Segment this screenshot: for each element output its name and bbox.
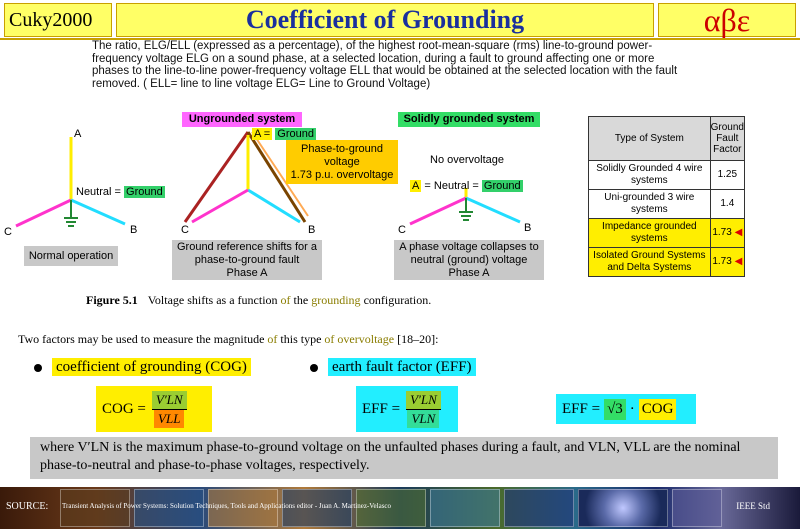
cd-disc-icon (578, 489, 668, 527)
formula-eff-fraction (406, 391, 441, 428)
factors-text-b: this type (277, 332, 325, 346)
d3-label-c: C (398, 224, 406, 236)
d3-no-overvoltage: No overvoltage (430, 154, 504, 166)
bullet-dot-icon (34, 364, 42, 372)
footer-banner (0, 487, 800, 529)
d1-caption: Normal operation (24, 246, 118, 266)
figure-text-of: of (280, 293, 291, 307)
d3-caption (394, 240, 544, 280)
d2-callout-line1: Phase-to-ground (301, 143, 383, 155)
figure-text-a: Voltage shifts as a function (147, 293, 281, 307)
formula-eff (356, 386, 458, 432)
figure-caption (86, 293, 431, 308)
figure-text-grounding: grounding (311, 293, 361, 307)
d3-caption-line2: neutral (ground) voltage (410, 254, 528, 266)
formula-eff2-lhs: EFF = (562, 400, 601, 417)
formula-eff-denominator: VLN (407, 410, 439, 428)
formula-eff-numerator: V′LN (406, 391, 441, 410)
ground-fault-factor-table (588, 116, 745, 277)
d1-neutral-label (76, 186, 165, 198)
footer-publisher: IEEE Std (736, 501, 770, 511)
table-header-row (589, 117, 745, 161)
footer-citation: Transient Analysis of Power Systems: Solution Techniques, Tools and Applications editor - Juan A. Martinez-Velasco (62, 502, 392, 510)
d2-label-c: C (181, 224, 189, 236)
bullet-cog (34, 359, 251, 376)
formula-eff2-cog: COG (639, 399, 677, 420)
d3-caption-line1: A phase voltage collapses to (399, 241, 539, 253)
d3-title: Solidly grounded system (398, 112, 540, 127)
page-title: Coefficient of Grounding (116, 3, 654, 37)
d3-label-a: A (412, 180, 420, 192)
d3-neutral-mid: = Neutral = (424, 180, 479, 192)
factors-text-overvoltage: overvoltage (337, 332, 395, 346)
d1-label-b: B (130, 224, 138, 236)
table-cell-factor: 1.73 (712, 227, 732, 238)
footer-image-panel (672, 489, 722, 527)
table-cell-factor: 1.25 (710, 161, 744, 190)
table-cell-type: Uni-grounded 3 wire systems (589, 190, 711, 219)
factors-text-d: [18–20]: (394, 332, 439, 346)
factors-text-a: Two factors may be used to measure the magnitude (18, 332, 268, 346)
voltage-diagrams (0, 110, 580, 290)
bullet-dot-icon (310, 364, 318, 372)
table-row (589, 190, 745, 219)
footer-image-panel (504, 489, 574, 527)
d1-neutral-prefix: Neutral = (76, 186, 121, 198)
formula-cog-numerator: V′LN (152, 391, 187, 410)
red-arrow-icon: ◀ (734, 227, 743, 238)
brand-label: Cuky2000 (4, 3, 112, 37)
where-definition: where V′LN is the maximum phase-to-ground voltage on the unfaulted phases during a fault, and VLN, VLL are the nominal phase-to-neutral and phase-to-phase voltages, respectively. (30, 437, 778, 479)
diagram-solid-phasors (410, 188, 520, 224)
table-row (589, 248, 745, 277)
factors-text-of: of (267, 332, 278, 346)
bullet-eff (310, 359, 476, 376)
table-cell-type: Isolated Ground Systems and Delta Systems (589, 248, 711, 277)
d2-caption-line2: phase-to-ground fault (194, 254, 300, 266)
table-cell-type: Impedance grounded systems (589, 219, 711, 248)
formula-cog-lhs: COG = (102, 400, 146, 417)
factors-text-of2: of (324, 332, 335, 346)
formula-eff2-dot: · (629, 400, 635, 417)
formula-cog-denominator: VLL (154, 410, 184, 428)
table-cell-type: Solidly Grounded 4 wire systems (589, 161, 711, 190)
d3-caption-line3: Phase A (448, 267, 490, 279)
table-row (589, 161, 745, 190)
greek-logo: αβε (658, 3, 796, 37)
d3-neutral-label (410, 180, 523, 192)
formula-eff2-sqrt: √3 (604, 399, 626, 420)
diagram-normal-phasors (16, 137, 125, 226)
d1-label-a: A (74, 128, 82, 140)
formula-eff-cog (556, 394, 696, 424)
d2-label-b: B (308, 224, 316, 236)
bullet-cog-text: coefficient of grounding (COG) (52, 358, 251, 376)
d2-callout-line2: voltage (324, 156, 360, 168)
formula-cog-fraction (152, 391, 187, 428)
table-header-type: Type of System (589, 117, 711, 161)
d2-caption-line3: Phase A (226, 267, 268, 279)
intro-paragraph: The ratio, ELG/ELL (expressed as a percentage), of the highest root-mean-square (rms) line-to-ground power-frequency voltage ELG on a sound phase, at a selected location, during a fault to ground affecting one or more phases to the line-to-line power-frequency voltage ELL that would be obtained at the selected location with the fault removed. ( ELL= line to line voltage ELG= Line to Ground Voltage) (92, 40, 678, 90)
d3-label-b: B (524, 222, 532, 234)
table-cell-factor-cell (710, 248, 744, 277)
footer-source-label: SOURCE: (6, 501, 49, 512)
table-cell-factor: 1.4 (710, 190, 744, 219)
bullet-eff-text: earth fault factor (EFF) (328, 358, 476, 376)
red-arrow-icon: ◀ (734, 256, 743, 267)
figure-text-b: the (290, 293, 312, 307)
d3-ground: Ground (483, 180, 521, 192)
d2-callout-line3: 1.73 p.u. overvoltage (290, 169, 394, 181)
factors-sentence (18, 332, 438, 347)
footer-image-panel (430, 489, 500, 527)
table-cell-factor: 1.73 (712, 256, 732, 267)
header-bar (0, 0, 800, 40)
table-header-factor: Ground Fault Factor (710, 117, 744, 161)
d2-caption-line1: Ground reference shifts for a (176, 241, 317, 253)
formula-eff-lhs: EFF = (362, 400, 401, 417)
d2-a-ground: Ground (277, 128, 314, 140)
table-cell-factor-cell (710, 219, 744, 248)
figure-text-c: configuration. (360, 293, 432, 307)
d2-label-a (252, 128, 316, 140)
d1-label-c: C (4, 226, 12, 238)
d2-callout (286, 140, 398, 184)
d1-neutral-ground: Ground (126, 186, 163, 198)
formula-cog (96, 386, 212, 432)
d2-caption (172, 240, 322, 280)
figure-label: Figure 5.1 (86, 293, 138, 307)
d2-a-prefix: A = (254, 128, 271, 140)
table-row (589, 219, 745, 248)
d2-title: Ungrounded system (182, 112, 302, 127)
